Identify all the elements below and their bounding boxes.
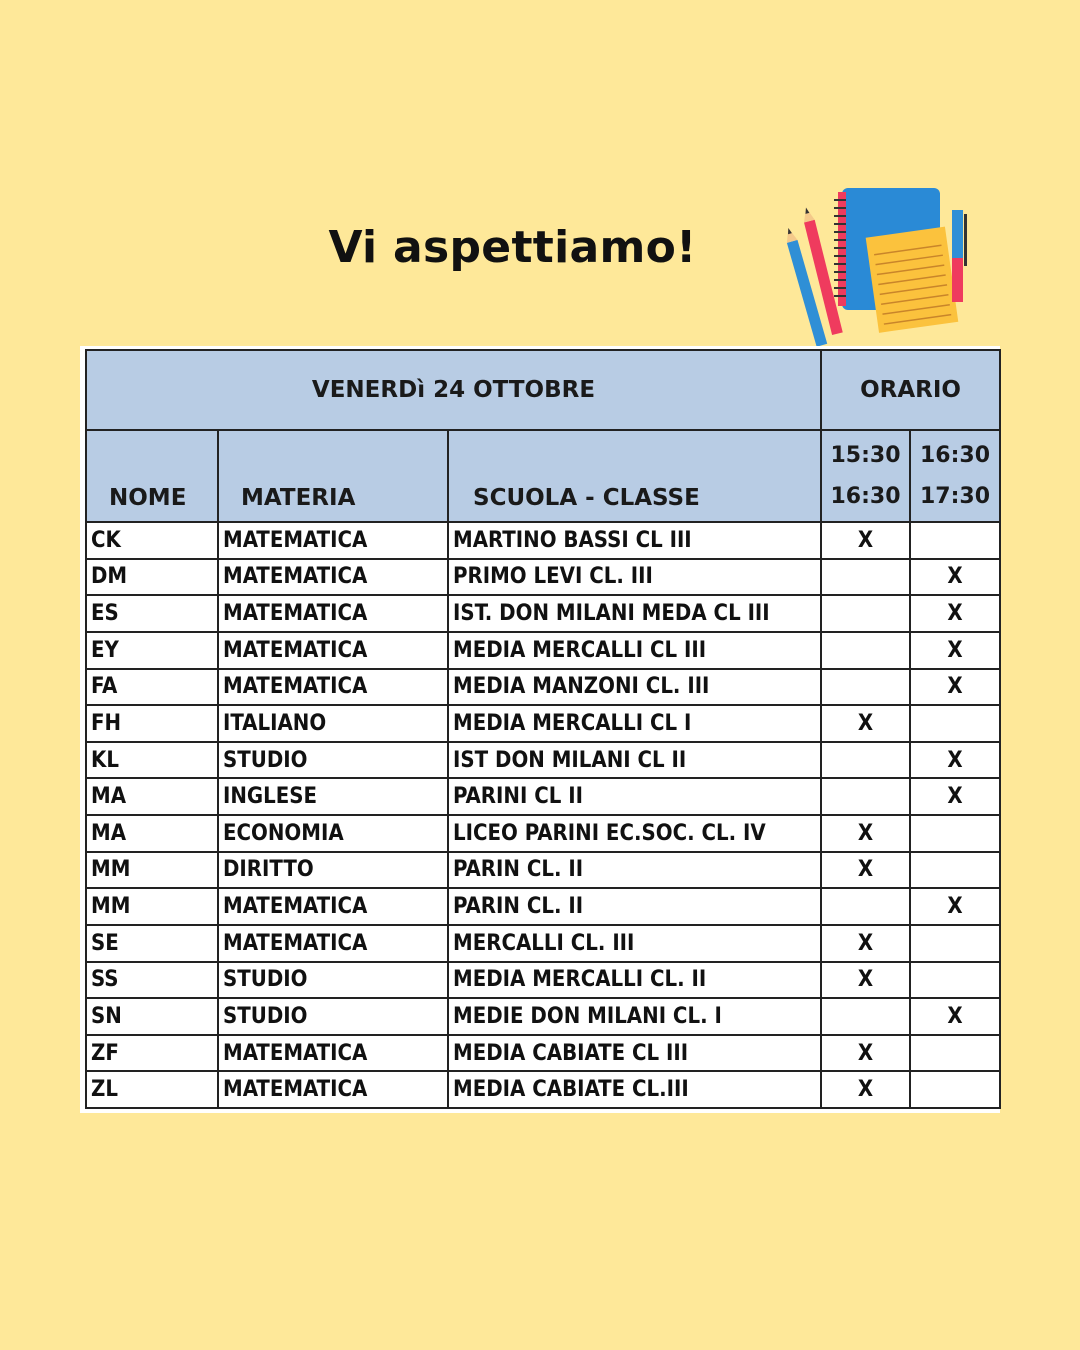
cell-slot-2	[910, 705, 1000, 742]
table-row	[86, 595, 1000, 632]
cell-nome: MM	[86, 852, 218, 889]
date-header: VENERDì 24 OTTOBRE	[86, 350, 821, 430]
cell-slot-1	[821, 742, 910, 779]
cell-slot-1: X	[821, 522, 910, 559]
cell-nome: MA	[86, 778, 218, 815]
cell-slot-1: X	[821, 1071, 910, 1108]
cell-scuola: PRIMO LEVI CL. III	[448, 559, 821, 596]
table-row	[86, 559, 1000, 596]
cell-slot-1: X	[821, 962, 910, 999]
cell-slot-1	[821, 888, 910, 925]
column-header-materia: MATERIA	[218, 430, 448, 522]
cell-slot-1: X	[821, 815, 910, 852]
time-slot-1-end: 16:30	[830, 484, 901, 509]
cell-nome: DM	[86, 559, 218, 596]
cell-slot-1	[821, 998, 910, 1035]
schedule-table-panel	[80, 346, 1000, 1113]
cell-scuola: PARIN CL. II	[448, 852, 821, 889]
column-header-scuola: SCUOLA - CLASSE	[448, 430, 821, 522]
cell-slot-1	[821, 669, 910, 706]
cell-slot-2	[910, 852, 1000, 889]
cell-nome: MA	[86, 815, 218, 852]
cell-slot-1	[821, 559, 910, 596]
cell-materia: MATEMATICA	[218, 925, 448, 962]
cell-slot-1: X	[821, 1035, 910, 1072]
cell-scuola: MEDIA MERCALLI CL III	[448, 632, 821, 669]
cell-nome: CK	[86, 522, 218, 559]
cell-scuola: PARIN CL. II	[448, 888, 821, 925]
cell-slot-2	[910, 1035, 1000, 1072]
cell-scuola: MEDIA CABIATE CL.III	[448, 1071, 821, 1108]
table-row	[86, 669, 1000, 706]
table-row	[86, 888, 1000, 925]
cell-slot-1	[821, 595, 910, 632]
cell-slot-2: X	[910, 742, 1000, 779]
cell-slot-2	[910, 522, 1000, 559]
table-row	[86, 852, 1000, 889]
cell-scuola: MERCALLI CL. III	[448, 925, 821, 962]
cell-materia: MATEMATICA	[218, 522, 448, 559]
cell-scuola: MEDIE DON MILANI CL. I	[448, 998, 821, 1035]
schedule-table	[85, 349, 1001, 1109]
cell-materia: STUDIO	[218, 998, 448, 1035]
cell-nome: ZL	[86, 1071, 218, 1108]
cell-nome: KL	[86, 742, 218, 779]
cell-scuola: MEDIA MERCALLI CL I	[448, 705, 821, 742]
cell-slot-2: X	[910, 778, 1000, 815]
cell-materia: MATEMATICA	[218, 632, 448, 669]
cell-scuola: PARINI CL II	[448, 778, 821, 815]
headline: Vi aspettiamo!	[328, 222, 697, 273]
table-row	[86, 1035, 1000, 1072]
orario-header: ORARIO	[821, 350, 1000, 430]
cell-materia: MATEMATICA	[218, 595, 448, 632]
cell-nome: EY	[86, 632, 218, 669]
cell-slot-2: X	[910, 669, 1000, 706]
table-row	[86, 925, 1000, 962]
time-slot-2-end: 17:30	[920, 484, 991, 509]
cell-scuola: LICEO PARINI EC.SOC. CL. IV	[448, 815, 821, 852]
cell-nome: SS	[86, 962, 218, 999]
cell-nome: MM	[86, 888, 218, 925]
cell-nome: FA	[86, 669, 218, 706]
cell-nome: ZF	[86, 1035, 218, 1072]
cell-materia: DIRITTO	[218, 852, 448, 889]
cell-slot-1	[821, 778, 910, 815]
cell-nome: FH	[86, 705, 218, 742]
cell-scuola: IST DON MILANI CL II	[448, 742, 821, 779]
cell-slot-2: X	[910, 998, 1000, 1035]
table-row	[86, 522, 1000, 559]
table-row	[86, 632, 1000, 669]
table-row	[86, 815, 1000, 852]
cell-slot-2: X	[910, 888, 1000, 925]
cell-slot-2	[910, 1071, 1000, 1108]
cell-slot-1: X	[821, 852, 910, 889]
cell-materia: ITALIANO	[218, 705, 448, 742]
cell-materia: STUDIO	[218, 962, 448, 999]
cell-materia: ECONOMIA	[218, 815, 448, 852]
time-slot-1-start: 15:30	[830, 443, 901, 468]
cell-slot-2	[910, 962, 1000, 999]
notebook-pencils-icon	[780, 180, 980, 350]
cell-scuola: MARTINO BASSI CL III	[448, 522, 821, 559]
cell-slot-1	[821, 632, 910, 669]
cell-materia: MATEMATICA	[218, 888, 448, 925]
cell-nome: SE	[86, 925, 218, 962]
cell-materia: MATEMATICA	[218, 559, 448, 596]
table-row	[86, 705, 1000, 742]
cell-materia: MATEMATICA	[218, 669, 448, 706]
cell-scuola: IST. DON MILANI MEDA CL III	[448, 595, 821, 632]
cell-materia: STUDIO	[218, 742, 448, 779]
cell-slot-2	[910, 815, 1000, 852]
table-row	[86, 778, 1000, 815]
cell-materia: INGLESE	[218, 778, 448, 815]
cell-slot-2: X	[910, 595, 1000, 632]
cell-slot-2: X	[910, 559, 1000, 596]
cell-materia: MATEMATICA	[218, 1035, 448, 1072]
cell-slot-2: X	[910, 632, 1000, 669]
cell-slot-1: X	[821, 705, 910, 742]
cell-slot-2	[910, 925, 1000, 962]
cell-scuola: MEDIA CABIATE CL III	[448, 1035, 821, 1072]
cell-nome: SN	[86, 998, 218, 1035]
table-row	[86, 998, 1000, 1035]
time-slot-1	[821, 430, 910, 522]
column-header-nome: NOME	[86, 430, 218, 522]
schedule-rows	[86, 522, 1000, 1108]
cell-materia: MATEMATICA	[218, 1071, 448, 1108]
cell-scuola: MEDIA MANZONI CL. III	[448, 669, 821, 706]
table-row	[86, 742, 1000, 779]
cell-slot-1: X	[821, 925, 910, 962]
table-row	[86, 962, 1000, 999]
cell-nome: ES	[86, 595, 218, 632]
table-row	[86, 1071, 1000, 1108]
cell-scuola: MEDIA MERCALLI CL. II	[448, 962, 821, 999]
time-slot-2-start: 16:30	[920, 443, 991, 468]
time-slot-2	[910, 430, 1000, 522]
